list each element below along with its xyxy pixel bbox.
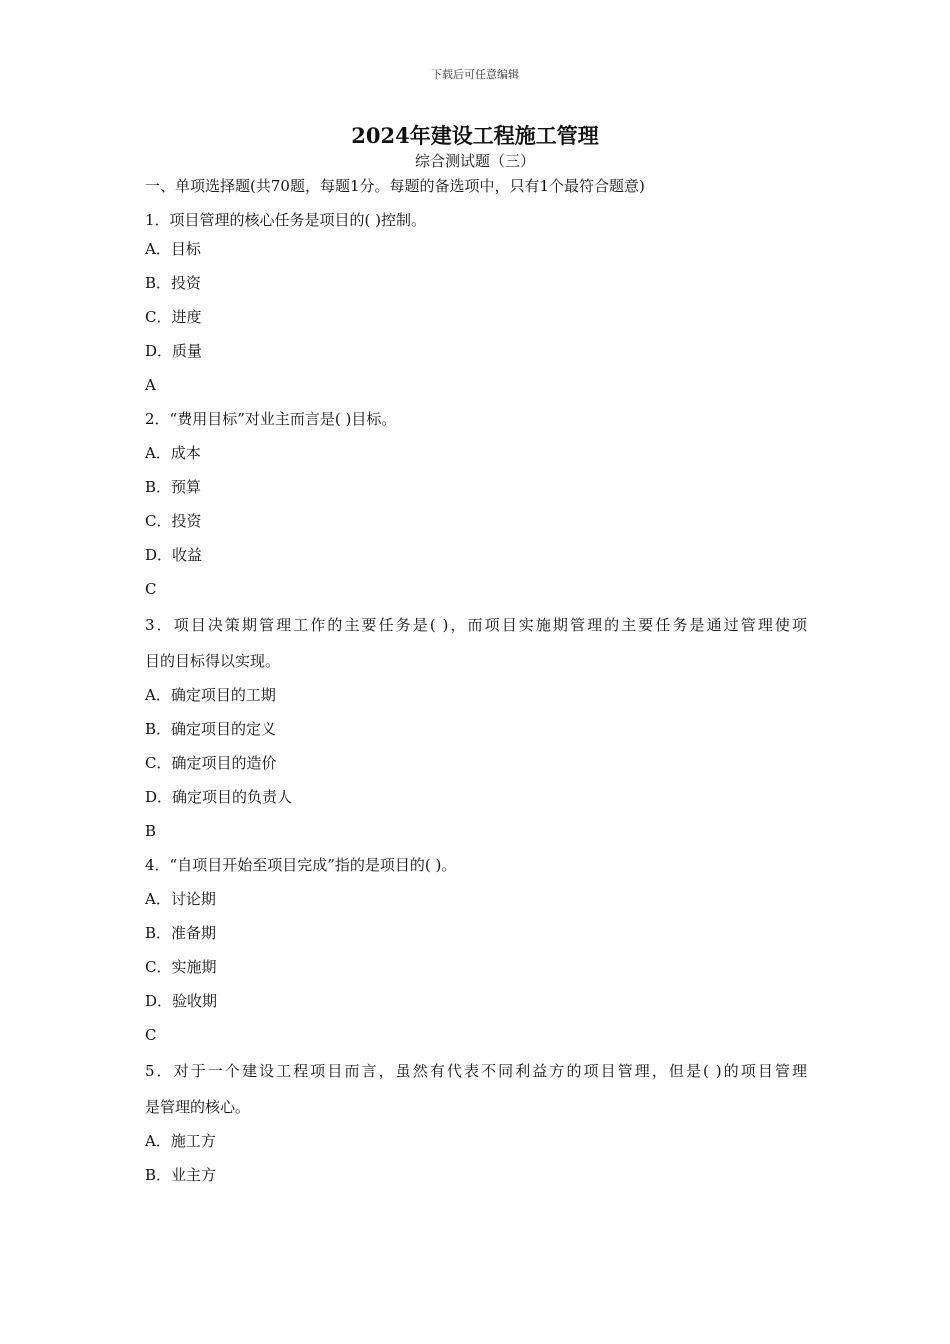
answer: B — [145, 822, 157, 840]
option-c: C．确定项目的造价 — [145, 754, 277, 772]
option-a: A．讨论期 — [145, 890, 216, 908]
option-b: B．预算 — [145, 478, 202, 496]
question-block — [145, 1052, 807, 1192]
answer: C — [145, 1026, 157, 1044]
question-stem-line: 5．对于一个建设工程项目而言，虽然有代表不同利益方的项目管理，但是( )的项目管理 — [145, 1062, 807, 1080]
option-d: D．确定项目的负责人 — [145, 788, 293, 806]
option-d: D．收益 — [145, 546, 203, 564]
option-b: B．确定项目的定义 — [145, 720, 277, 738]
document-title: 2024年建设工程施工管理 — [351, 123, 599, 148]
document-subtitle: 综合测试题（三） — [414, 152, 535, 170]
option-a: A．目标 — [145, 240, 201, 258]
question-stem-line: 3．项目决策期管理工作的主要任务是( )，而项目实施期管理的主要任务是通过管理使项 — [145, 616, 807, 634]
option-c: C．进度 — [145, 308, 202, 326]
question-block — [145, 606, 807, 848]
question-block — [145, 848, 807, 1052]
option-d: D．验收期 — [145, 992, 218, 1010]
answer: C — [145, 580, 157, 598]
option-a: A．施工方 — [145, 1132, 216, 1150]
question-stem: 2．“费用目标”对业主而言是( )目标。 — [145, 410, 397, 428]
question-block — [145, 208, 807, 402]
option-d: D．质量 — [145, 342, 203, 360]
option-c: C．实施期 — [145, 958, 217, 976]
question-stem: 4．“自项目开始至项目完成”指的是项目的( )。 — [145, 856, 457, 874]
option-c: C．投资 — [145, 512, 202, 530]
option-a: A．成本 — [145, 444, 201, 462]
question-stem-line: 是管理的核心。 — [145, 1098, 251, 1116]
question-stem: 1．项目管理的核心任务是项目的( )控制。 — [145, 211, 427, 229]
answer: A — [145, 376, 156, 394]
question-list — [145, 208, 807, 1192]
option-b: B．业主方 — [145, 1166, 217, 1184]
option-b: B．投资 — [145, 274, 202, 292]
option-b: B．准备期 — [145, 924, 217, 942]
option-a: A．确定项目的工期 — [145, 686, 276, 704]
question-block — [145, 402, 807, 606]
section-heading: 一、单项选择题(共70题，每题1分。每题的备选项中，只有1个最符合题意) — [145, 177, 645, 195]
question-stem-line: 目的目标得以实现。 — [145, 652, 281, 670]
page-header-note: 下载后可任意编辑 — [431, 68, 519, 81]
